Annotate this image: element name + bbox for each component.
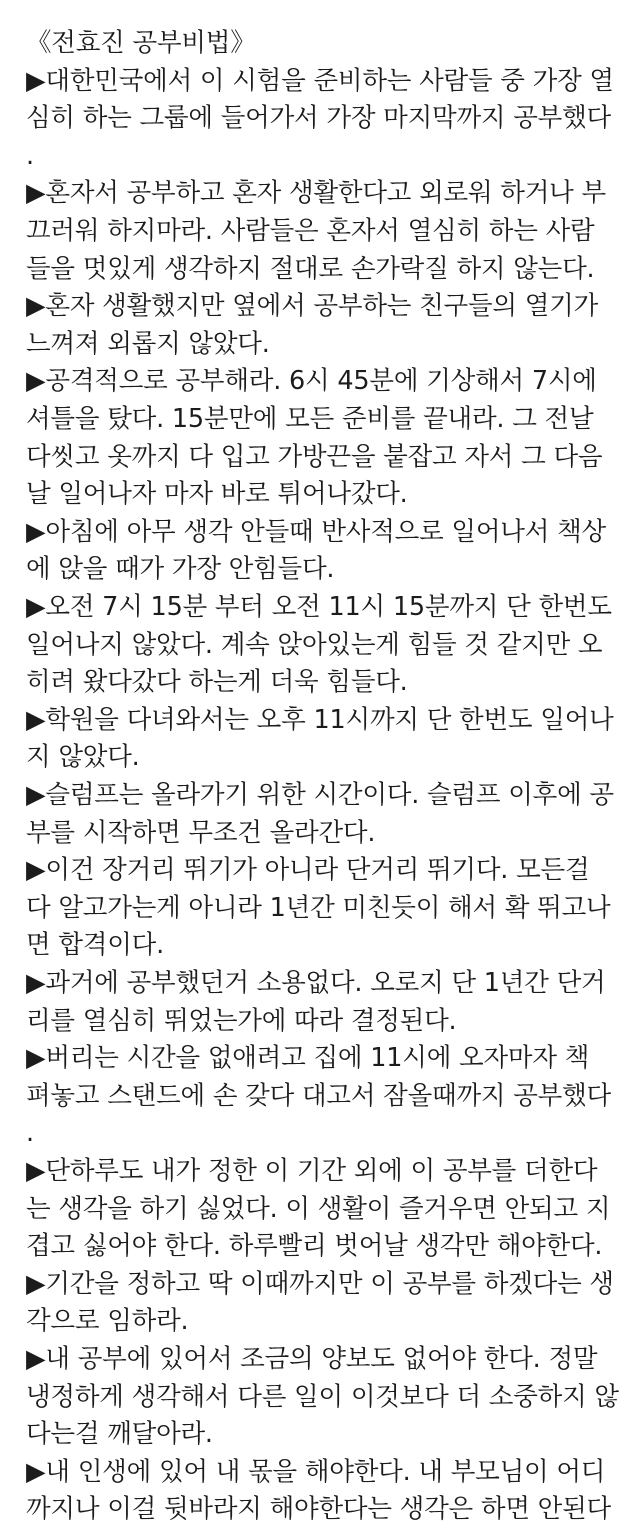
text-line: 냉정하게 생각해서 다른 일이 이것보다 더 소중하지 않 xyxy=(26,1381,619,1412)
text-line: ▶혼자서 공부하고 혼자 생활한다고 외로워 하거나 부 xyxy=(26,178,606,209)
text-line: ▶오전 7시 15분 부터 오전 11시 15분까지 단 한번도 xyxy=(26,592,612,622)
text-line: 각으로 임하라. xyxy=(26,1306,189,1337)
text-line: ▶내 인생에 있어 내 몫을 해야한다. 내 부모님이 어디 xyxy=(26,1456,606,1487)
text-line: ▶아침에 아무 생각 안들때 반사적으로 일어나서 책상 xyxy=(26,516,606,547)
text-line: 히려 왔다갔다 하는게 더욱 힘들다. xyxy=(26,667,408,698)
document-title: 《전효진 공부비법》 xyxy=(26,28,256,58)
text-line: ▶학원을 다녀와서는 오후 11시까지 단 한번도 일어나 xyxy=(26,704,614,735)
text-line: 들을 멋있게 생각하지 절대로 손가락질 하지 않는다. xyxy=(26,253,595,284)
text-line: 심히 하는 그룹에 들어가서 가장 마지막까지 공부했다 xyxy=(26,103,611,134)
text-line: 다 알고가는게 아니라 1년간 미친듯이 해서 확 뛰고나 xyxy=(26,892,611,923)
text-line: ▶대한민국에서 이 시험을 준비하는 사람들 중 가장 열 xyxy=(26,65,614,96)
text-line: 리를 열심히 뛰었는가에 따라 결정된다. xyxy=(26,1005,457,1036)
text-line: 겹고 싫어야 한다. 하루빨리 벗어날 생각만 해야한다. xyxy=(26,1231,603,1262)
text-line: 펴놓고 스탠드에 손 갖다 대고서 잠올때까지 공부했다 xyxy=(26,1080,611,1111)
text-line: 다씻고 옷까지 다 입고 가방끈을 붙잡고 자서 그 다음 xyxy=(26,441,603,472)
text-line: ▶단하루도 내가 정한 이 기간 외에 이 공부를 더한다 xyxy=(26,1156,598,1186)
text-line: . xyxy=(26,1118,34,1149)
text-line: 면 합격이다. xyxy=(26,930,164,961)
text-line: ▶과거에 공부했던거 소용없다. 오로지 단 1년간 단거 xyxy=(26,968,606,998)
text-line: . xyxy=(26,140,34,171)
text-line: 끄러워 하지마라. 사람들은 혼자서 열심히 하는 사람 xyxy=(26,216,595,246)
text-line: 느껴져 외롭지 않았다. xyxy=(26,328,270,359)
text-line: 일어나지 않았다. 계속 앉아있는게 힘들 것 같지만 오 xyxy=(26,629,603,660)
text-line: ▶내 공부에 있어서 조금의 양보도 없어야 한다. 정말 xyxy=(26,1344,598,1374)
text-line: 는 생각을 하기 싫었다. 이 생활이 즐거우면 안되고 지 xyxy=(26,1193,611,1224)
text-line: 날 일어나자 마자 바로 튀어나갔다. xyxy=(26,479,408,510)
text-line: ▶혼자 생활했지만 옆에서 공부하는 친구들의 열기가 xyxy=(26,291,599,322)
text-line: 셔틀을 탔다. 15분만에 모든 준비를 끝내라. 그 전날 xyxy=(26,404,594,434)
text-line: ▶이건 장거리 뛰기가 아니라 단거리 뛰기다. 모든걸 xyxy=(26,855,590,886)
text-line: ▶공격적으로 공부해라. 6시 45분에 기상해서 7시에 xyxy=(26,366,597,397)
text-line: ▶기간을 정하고 딱 이때까지만 이 공부를 하겠다는 생 xyxy=(26,1268,614,1299)
text-line: ▶버리는 시간을 없애려고 집에 11시에 오자마자 책 xyxy=(26,1043,590,1074)
text-line: 에 앉을 때가 가장 안힘들다. xyxy=(26,554,335,585)
text-line: 지 않았다. xyxy=(26,742,140,773)
text-line: 부를 시작하면 무조건 올라간다. xyxy=(26,817,376,848)
text-line: 까지나 이걸 뒷바라지 해야한다는 생각은 하면 안된다 xyxy=(26,1494,611,1524)
text-line: 다는걸 깨달아라. xyxy=(26,1419,213,1450)
text-line: ▶슬럼프는 올라가기 위한 시간이다. 슬럼프 이후에 공 xyxy=(26,780,614,810)
